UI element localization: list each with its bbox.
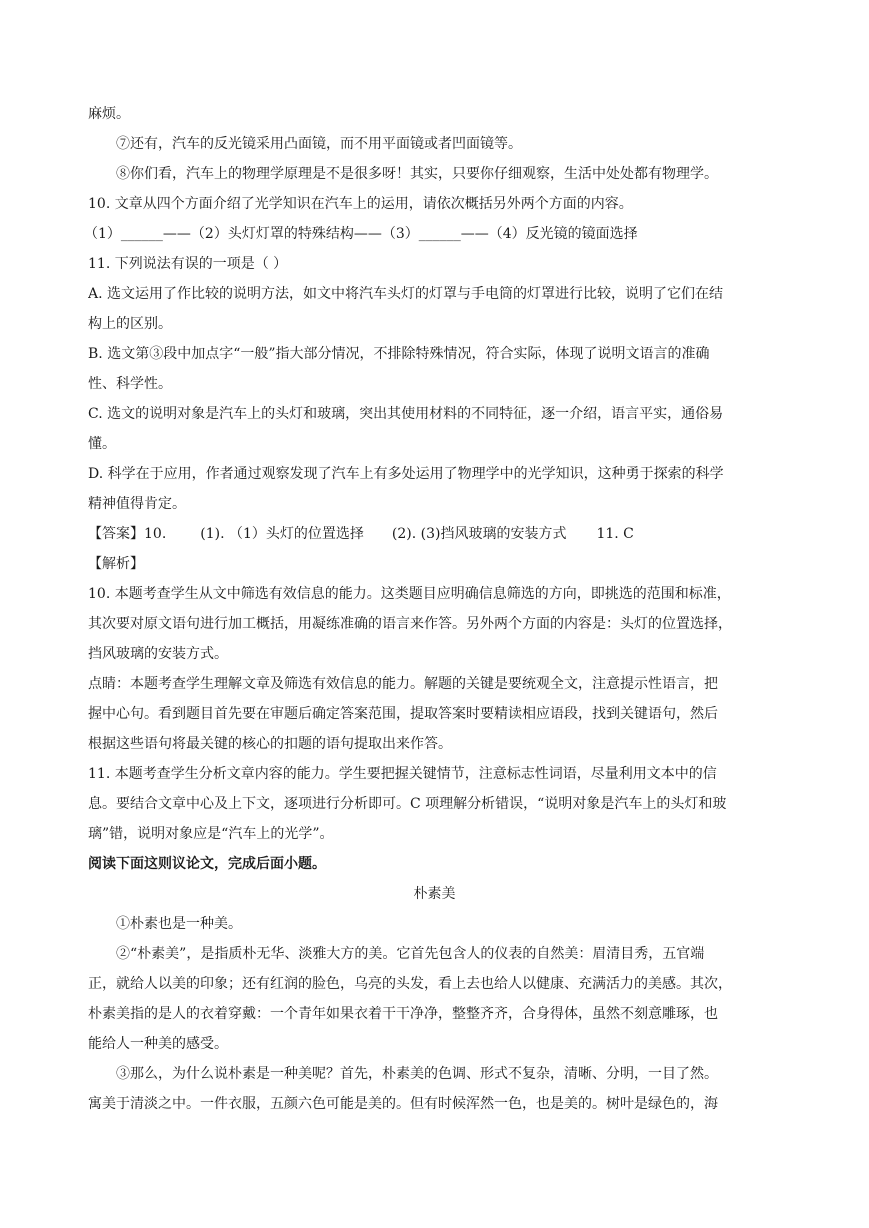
reading-instruction: 阅读下面这则议论文，完成后面小题。 — [88, 856, 326, 872]
answer-label: 【答案】10. — [88, 526, 167, 542]
analysis-10-cont: 挡风玻璃的安装方式。 — [88, 646, 228, 662]
analysis-10-cont: 其次要对原文语句进行加工概括，用凝练准确的语言来作答。另外两个方面的内容是：头灯的位置选择， — [88, 616, 732, 632]
option-a: A. 选文运用了作比较的说明方法，如文中将汽车头灯的灯罩与手电筒的灯罩进行比较，说明了它们在结 — [88, 286, 724, 302]
paragraph-8: ⑧你们看，汽车上的物理学原理是不是很多呀！其实，只要你仔细观察，生活中处处都有物理学。 — [116, 166, 718, 182]
essay-paragraph-3: ③那么，为什么说朴素是一种美呢？首先，朴素美的色调、形式不复杂，清晰、分明，一目了然。 — [116, 1066, 718, 1082]
tip: 点睛：本题考查学生理解文章及筛选有效信息的能力。解题的关键是要统观全文，注意提示性语言，把 — [88, 676, 718, 692]
option-c-cont: 懂。 — [88, 436, 116, 452]
answer-line — [88, 524, 788, 544]
answer-part-3: 11. C — [596, 526, 634, 542]
essay-title: 朴素美 — [413, 886, 456, 902]
analysis-label: 【解析】 — [88, 556, 144, 572]
question-10: 10. 文章从四个方面介绍了光学知识在汽车上的运用，请依次概括另外两个方面的内容。 — [88, 196, 633, 212]
option-d-cont: 精神值得肯定。 — [88, 496, 186, 512]
tip-cont: 根据这些语句将最关键的核心的扣题的语句提取出来作答。 — [88, 736, 452, 752]
option-d: D. 科学在于应用，作者通过观察发现了汽车上有多处运用了物理学中的光学知识，这种勇于探索的科学 — [88, 466, 724, 482]
paragraph-7: ⑦还有，汽车的反光镜采用凸面镜，而不用平面镜或者凹面镜等。 — [116, 136, 522, 152]
question-11: 11. 下列说法有误的一项是（ ） — [88, 256, 288, 272]
tip-cont: 握中心句。看到题目首先要在审题后确定答案范围，提取答案时要精读相应语段，找到关键语句，然后 — [88, 706, 718, 722]
essay-paragraph-2: ②“朴素美”，是指质朴无华、淡雅大方的美。它首先包含人的仪表的自然美：眉清目秀，五官端 — [116, 946, 705, 962]
analysis-11-cont: 息。要结合文章中心及上下文，逐项进行分析即可。C 项理解分析错误，“说明对象是汽车上的头灯和玻 — [88, 796, 727, 812]
essay-paragraph-1: ①朴素也是一种美。 — [116, 916, 242, 932]
question-10-blanks: （1）______——（2）头灯灯罩的特殊结构——（3）______——（4）反光镜的镜面选择 — [84, 226, 638, 242]
answer-part-1: (1). （1）头灯的位置选择 — [200, 526, 364, 542]
analysis-11: 11. 本题考查学生分析文章内容的能力。学生要把握关键情节，注意标志性词语，尽量利用文本中的信 — [88, 766, 717, 782]
essay-paragraph-2-cont: 正，就给人以美的印象；还有红润的脸色，乌亮的头发，看上去也给人以健康、充满活力的美感。其次， — [88, 976, 732, 992]
option-b-cont: 性、科学性。 — [88, 376, 172, 392]
essay-paragraph-2-cont: 朴素美指的是人的衣着穿戴：一个青年如果衣着干干净净，整整齐齐，合身得体，虽然不刻意雕琢，也 — [88, 1006, 718, 1022]
analysis-10: 10. 本题考查学生从文中筛选有效信息的能力。这类题目应明确信息筛选的方向，即挑选的范围和标准， — [88, 586, 731, 602]
option-a-cont: 构上的区别。 — [88, 316, 172, 332]
essay-paragraph-3-cont: 寓美于清淡之中。一件衣服，五颜六色可能是美的。但有时候浑然一色，也是美的。树叶是绿色的，海 — [88, 1096, 718, 1112]
answer-part-2: (2). (3)挡风玻璃的安装方式 — [391, 526, 567, 542]
option-c: C. 选文的说明对象是汽车上的头灯和玻璃，突出其使用材料的不同特征，逐一介绍，语言平实，通俗易 — [88, 406, 724, 422]
text-line: 麻烦。 — [88, 106, 130, 122]
option-b: B. 选文第③段中加点字“一般”指大部分情况，不排除特殊情况，符合实际，体现了说明文语言的准确 — [88, 346, 710, 362]
analysis-11-cont: 璃”错，说明对象应是“汽车上的光学”。 — [88, 826, 334, 842]
essay-paragraph-2-cont: 能给人一种美的感受。 — [88, 1036, 228, 1052]
